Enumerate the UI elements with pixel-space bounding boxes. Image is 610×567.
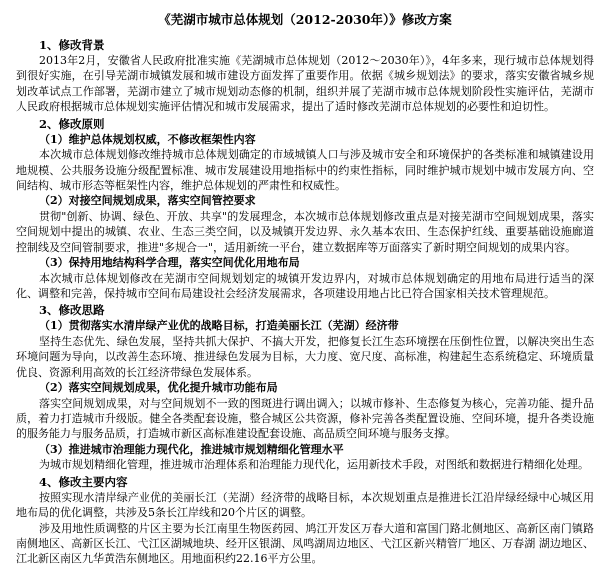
- page-title: 《芜湖市城市总体规划（2012-2030年）》修改方案: [158, 12, 452, 27]
- paragraph: 按照实现水清岸绿产业优的美丽长江（芜湖）经济带的战略目标，本次规划重点是推进长江沿岸绿经绿中心城区用地布局的优化调整，共涉及5条长江岸线和20个片区的调整。: [16, 490, 594, 520]
- subsection-heading: （3）保持用地结构科学合理，落实空间优化用地布局: [39, 256, 300, 270]
- paragraph: 本次城市总体规划修改维持城市总体规划确定的市域城镇人口与涉及城市安全和环境保护的各类标准和城镇建设用地规模、公共服务设施分级配置标准、城市发展建设用地指标中的约束性指标，同时维护城市规划中城市发展方向、空间结构、城市形态等框架性内容，维护总体规划的严肃性和权威性。: [16, 148, 594, 192]
- subsection-heading: （1）贯彻落实水清岸绿产业优的战略目标，打造美丽长江（芜湖）经济带: [39, 319, 399, 333]
- paragraph: 涉及用地性质调整的片区主要为长江南里生物医药园、鸠江开发区万春大道和富国门路北侧地区、高新区南门镇路南侧地区、高新区长江、弋江区湖城地块、经开区银湖、凤鸣湖周边地区、弋江区新兴精管厂地区、万春湖 湖边地区、江北新区南区九华黄浩东侧地区。用地面积约22.16平方公里。: [16, 521, 594, 566]
- subsection-heading: （1）维护总体规划权威，不修改框架性内容: [39, 132, 256, 146]
- paragraph: 本次城市总体规划修改在芜湖市空间规划划定的城镇开发边界内，对城市总体规划确定的用地布局进行适当的深化、调整和完善，保持城市空间布局建设社会经济发展需求，各项建设用地占比已符合国家相关技术管理规范。: [16, 271, 594, 300]
- subsection-heading: （3）推进城市治理能力现代化，推进城市规划精细化管理水平: [39, 442, 344, 456]
- section-heading: 2、修改原则: [39, 116, 105, 131]
- paragraph: 为城市规划精细化管理，推进城市治理体系和治理能力现代化，运用新技术手段，对图纸和数据进行精细化处理。: [39, 458, 589, 472]
- section-heading: 1、修改背景: [39, 38, 105, 52]
- subsection-heading: （2）对接空间规划成果，落实空间管控要求: [39, 194, 256, 208]
- paragraph: 2013年2月，安徽省人民政府批准实施《芜湖城市总体规划（2012～2030年）》，4年多来，现行城市总体规划得到很好实施，在引导芜湖市城镇发展和城市建设方面发挥了重要作用。依据《城乡规划法》的要求，落实安徽省城乡规划改革试点工作部署，芜湖市建立了城市规划动态修的机制，组织并展了芜湖市城市总体规划阶段性实施评估，芜湖市人民政府根据城市总体规划实施评估情况和城市发展需求，提出了适时修改芜湖市总体规划的必要性和迫切性。: [16, 54, 594, 114]
- subsection-heading: （2）落实空间规划成果，优化提升城市功能布局: [39, 381, 278, 395]
- section-heading: 4、修改主要内容: [39, 474, 128, 489]
- section-heading: 3、修改思路: [39, 303, 105, 318]
- paragraph: 落实空间规划成果，对与空间规划不一致的图斑进行调出调入；以城市修补、生态修复为核心，完善功能、提升品质，着力打造城市升级版。健全各类配套设施，整合城区公共资源，修补完善各类配置设施、空间环境，提升各类设施的服务能力与服务品质，打造城市新区高标准建设配套设施、高品质空间环境与服务支撑。: [16, 396, 594, 441]
- paragraph: 坚持生态优先、绿色发展，坚持共抓大保护、不搞大开发，把修复长江生态环境摆在压倒性位置，以解决突出生态环境问题为导向，以改善生态环境、推进绿色发展为目标，大力度、宽尺度、高标准，构建起生态系统稳定、环境质量优良、资源利用高效的长江经济带绿色发展体系。: [16, 334, 594, 379]
- paragraph: 贯彻"创新、协调、绿色、开放、共享"的发展理念，本次城市总体规划修改重点是对接芜湖市空间规划成果，落实空间规划中提出的城镇、农业、生态三类空间，以及城镇开发边界、永久基本农田、生态保护红线、重要基础设施廊道控制线及空间管制要求，推进"多规合一"，适用新统一平台，建立数据库等万面落实了新时期空间规划的成果内容。: [16, 209, 594, 254]
- document-body: [16, 37, 594, 567]
